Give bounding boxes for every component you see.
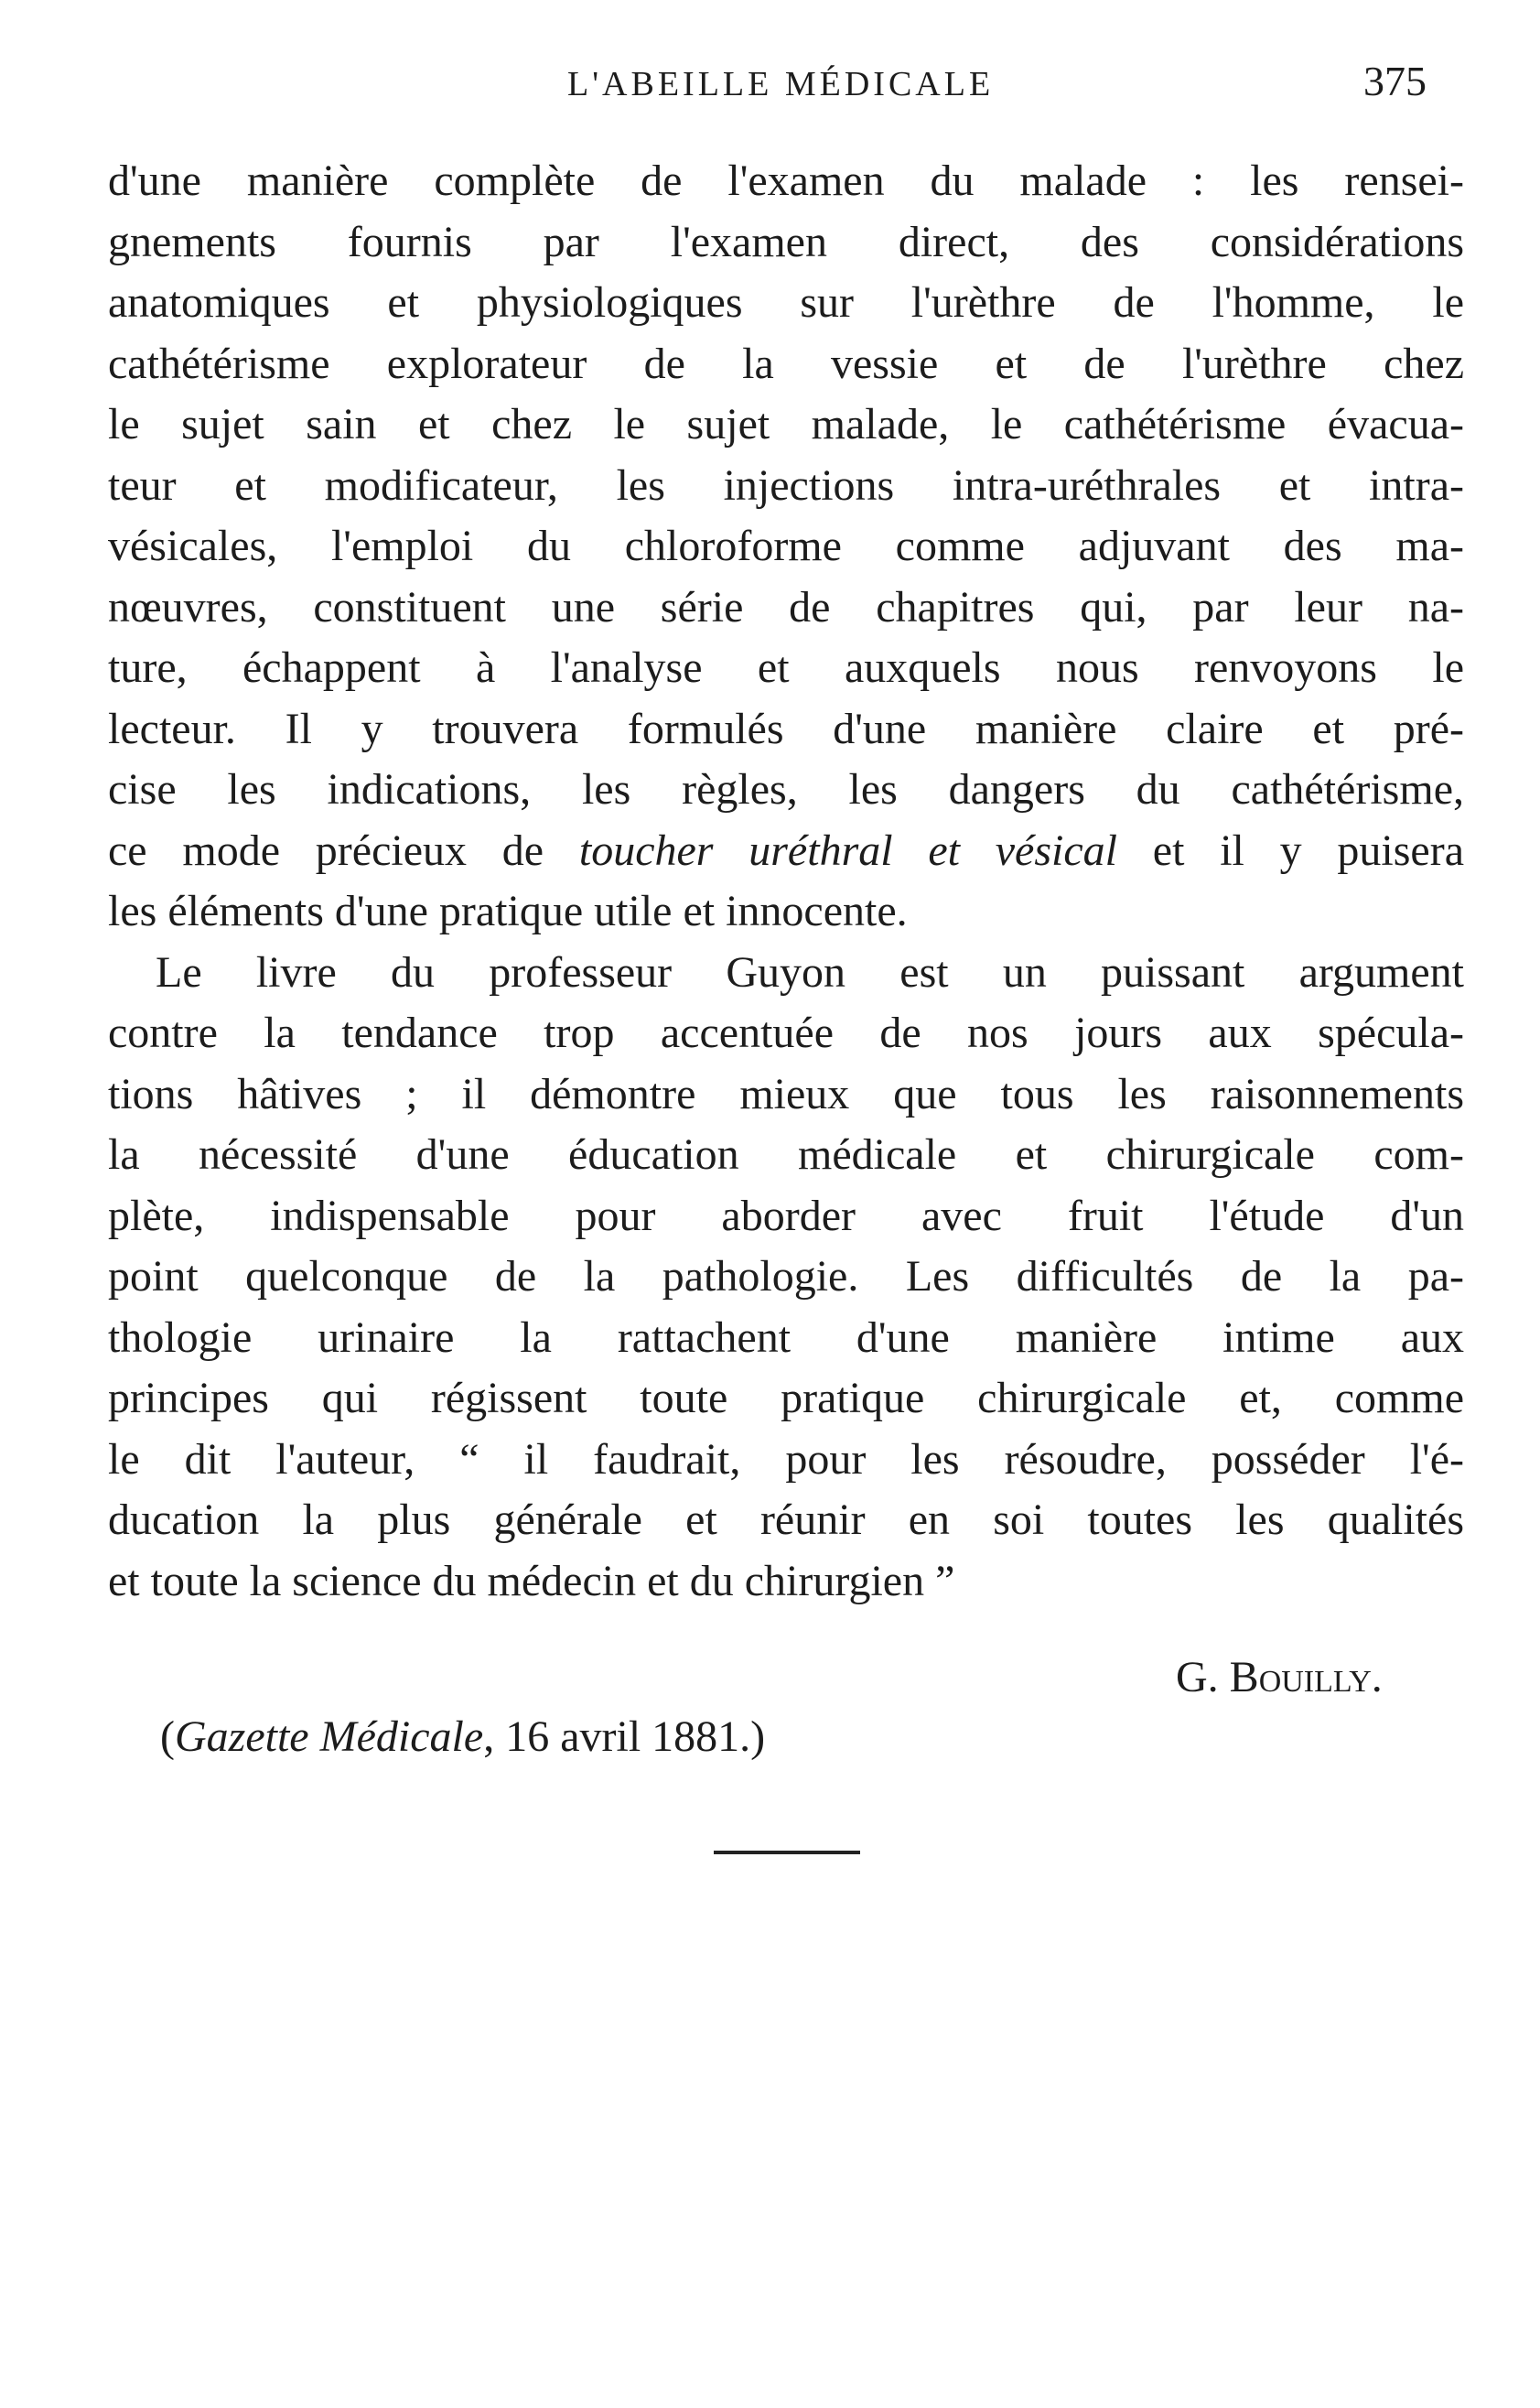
text-line: et toute la science du médecin et du chirurgien ” bbox=[108, 1556, 955, 1605]
text-line: tions hâtives ; il démontre mieux que tous les raisonnements bbox=[108, 1069, 1464, 1118]
text-line: ducation la plus générale et réunir en soi toutes les qualités bbox=[108, 1496, 1464, 1544]
text-line: d'une manière complète de l'examen du malade : les rensei- bbox=[108, 157, 1464, 205]
author-surname: Bouilly. bbox=[1229, 1653, 1383, 1701]
author-signature bbox=[1176, 1652, 1383, 1702]
text-line: point quelconque de la pathologie. Les difficultés de la pa- bbox=[108, 1252, 1464, 1301]
text-line: vésicales, l'emploi du chloroforme comme adjuvant des ma- bbox=[108, 522, 1464, 570]
journal-name: Gazette Médicale bbox=[174, 1712, 484, 1761]
text-line: anatomiques et physiologiques sur l'urèthre de l'homme, le bbox=[108, 278, 1464, 327]
text-line: plète, indispensable pour aborder avec fruit l'étude d'un bbox=[108, 1191, 1464, 1240]
text-run: et il y puisera bbox=[1117, 826, 1465, 875]
text-line: la nécessité d'une éducation médicale et chirurgicale com- bbox=[108, 1130, 1464, 1179]
text-line: principes qui régissent toute pratique chirurgicale et, comme bbox=[108, 1374, 1464, 1422]
paragraph-2 bbox=[108, 943, 1464, 1613]
text-line: le dit l'auteur, “ il faudrait, pour les résoudre, posséder l'é- bbox=[108, 1434, 1464, 1484]
italic-phrase: toucher uréthral et vésical bbox=[578, 826, 1118, 875]
text-line: le sujet sain et chez le sujet malade, le cathétérisme évacua- bbox=[108, 400, 1464, 448]
text-line: nœuvres, constituent une série de chapitres qui, par leur na- bbox=[108, 582, 1464, 632]
text-line: lecteur. Il y trouvera formulés d'une manière claire et pré- bbox=[108, 704, 1464, 753]
text-line: cise les indications, les règles, les dangers du cathétérisme, bbox=[108, 765, 1464, 814]
text-line: teur et modificateur, les injections intra-uréthrales et intra- bbox=[108, 460, 1464, 510]
text-line: thologie urinaire la rattachent d'une manière intime aux bbox=[108, 1312, 1464, 1362]
citation-date: , 16 avril 1881.) bbox=[483, 1712, 766, 1761]
body-text bbox=[108, 151, 1464, 1612]
text-line bbox=[108, 821, 1464, 882]
text-line: ture, échappent à l'analyse et auxquels nous renvoyons le bbox=[108, 643, 1464, 692]
text-line: gnements fournis par l'examen direct, des considérations bbox=[108, 217, 1464, 266]
running-title: L'ABEILLE MÉDICALE bbox=[567, 65, 995, 103]
page-number: 375 bbox=[1363, 58, 1427, 104]
author-initial: G. bbox=[1176, 1653, 1230, 1701]
text-line: les éléments d'une pratique utile et innocente. bbox=[108, 887, 908, 935]
source-citation bbox=[160, 1712, 765, 1762]
text-line: cathétérisme explorateur de la vessie et de l'urèthre chez bbox=[108, 339, 1464, 388]
text-run: ce mode précieux de bbox=[108, 826, 579, 875]
citation-open: ( bbox=[160, 1712, 175, 1761]
text-line: contre la tendance trop accentuée de nos jours aux spécula- bbox=[108, 1009, 1464, 1057]
text-line: Le livre du professeur Guyon est un puissant argument bbox=[156, 947, 1464, 997]
paragraph-1 bbox=[108, 151, 1464, 943]
section-divider bbox=[714, 1851, 860, 1854]
running-head bbox=[0, 57, 1540, 112]
